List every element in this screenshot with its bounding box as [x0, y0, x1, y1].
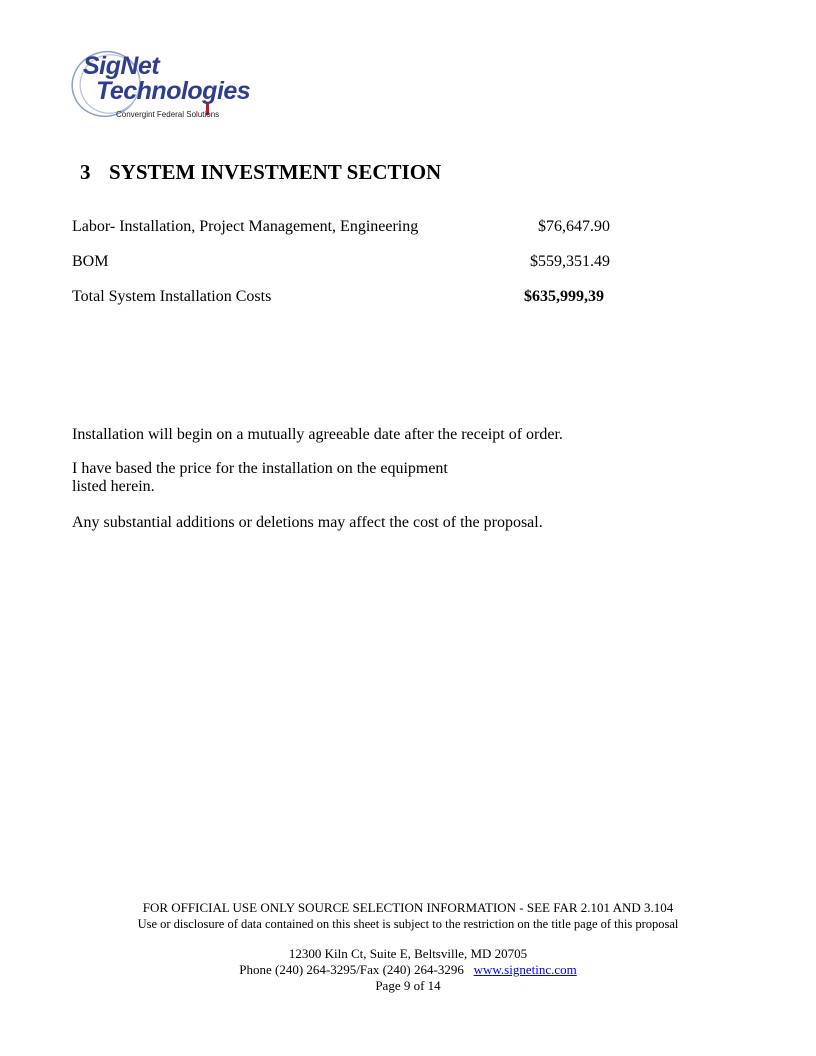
footer-page-number: Page 9 of 14 — [375, 978, 441, 993]
cost-label: Labor- Installation, Project Management, Engineering — [72, 218, 419, 235]
cost-amount: $559,351.49 — [530, 253, 610, 270]
cost-label: BOM — [72, 253, 109, 270]
logo-name-line1: SigNet — [83, 52, 160, 80]
cost-row-total — [72, 288, 610, 308]
section-heading — [80, 160, 441, 185]
cost-row-bom — [72, 253, 610, 273]
footer-address: 12300 Kiln Ct, Suite E, Beltsville, MD 20705 — [288, 946, 528, 961]
cost-row-labor — [72, 218, 610, 238]
logo-tagline: Convergint Federal Solutions — [116, 110, 220, 119]
company-logo — [66, 44, 251, 128]
footer-notice-line2: Use or disclosure of data contained on this sheet is subject to the restriction on the title page of this proposal — [137, 917, 679, 931]
cost-label: Total System Installation Costs — [72, 288, 272, 305]
footer-phone-fax: Phone (240) 264-3295/Fax (240) 264-3296 — [239, 962, 464, 977]
footer-website-link[interactable]: www.signetinc.com — [473, 962, 577, 977]
paragraph-additions: Any substantial additions or deletions may affect the cost of the proposal. — [72, 514, 543, 531]
section-title: SYSTEM INVESTMENT SECTION — [109, 160, 442, 184]
cost-amount: $76,647.90 — [538, 218, 610, 235]
footer-contact — [0, 962, 816, 978]
section-number: 3 — [80, 160, 91, 184]
footer-notice-line1: FOR OFFICIAL USE ONLY SOURCE SELECTION INFORMATION - SEE FAR 2.101 AND 3.104 — [142, 900, 674, 915]
cost-total-amount: $635,999,39 — [524, 288, 604, 305]
logo-name-line2: Technologies — [96, 77, 251, 105]
paragraph-price-basis-line1: I have based the price for the installation on the equipment — [72, 460, 448, 477]
paragraph-installation-start: Installation will begin on a mutually agreeable date after the receipt of order. — [72, 426, 563, 443]
paragraph-price-basis-line2: listed herein. — [72, 478, 155, 495]
